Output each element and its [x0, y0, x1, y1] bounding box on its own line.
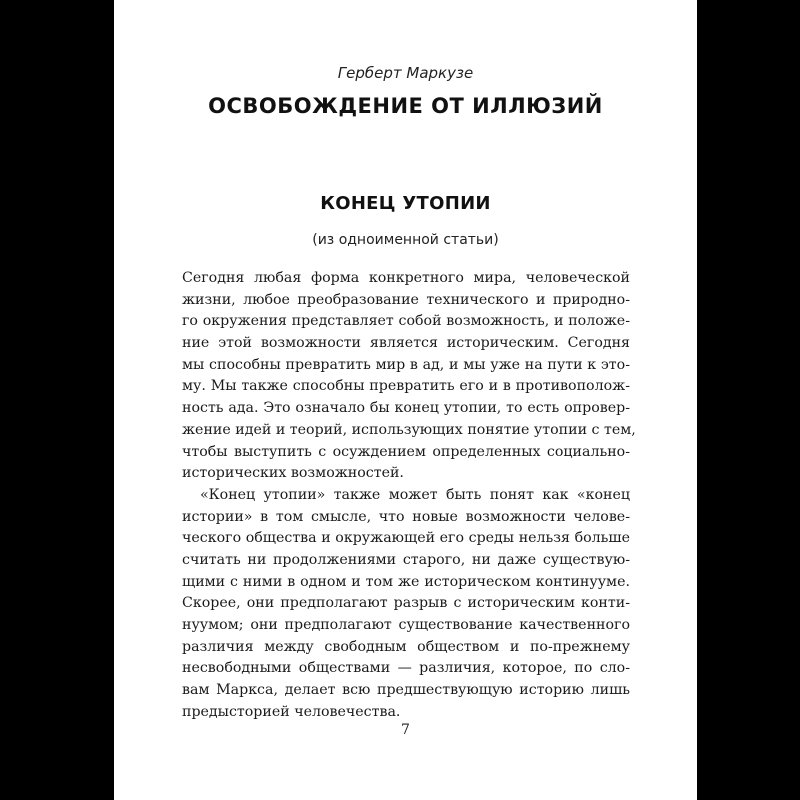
text-line: ность ада. Это означало бы конец утопии, то есть опровер- [182, 400, 630, 417]
text-line: вам Маркса, делает всю предшествующую историю лишь [182, 682, 630, 699]
author-name: Герберт Маркузе [337, 64, 474, 82]
text-line: «Конец утопии» также может быть понят как «конец [200, 486, 630, 503]
text-line: Скорее, они предполагают разрыв с историческим конти- [182, 595, 630, 612]
text-line: исторических возможностей. [182, 465, 404, 482]
page-number: 7 [401, 722, 410, 738]
text-line: считать ни продолжениями старого, ни даже существую- [182, 551, 630, 568]
text-line: несвободными обществами — различия, которое, по сло- [182, 660, 630, 677]
text-line: жизни, любое преобразование технического и природно- [182, 291, 630, 308]
text-line: жение идей и теорий, использующих понятие утопии с тем, [182, 421, 636, 438]
text-line: чтобы выступить с осуждением определенных социально- [182, 443, 630, 460]
text-line: нуумом; они предполагают существование качественного [182, 617, 630, 633]
text-line: истории» в том смысле, что новые возможности челове- [182, 508, 630, 525]
text-line: предысторией человечества. [182, 703, 401, 720]
text-line: мы способны превратить мир в ад, и мы уже на пути к это- [182, 356, 630, 373]
text-line: ние этой возможности является историческим. Сегодня [182, 335, 630, 352]
text-line: различия между свободным обществом и по-прежнему [182, 638, 630, 655]
text-line: го окружения представляет собой возможность, и положе- [182, 313, 630, 330]
chapter-subtitle: (из одноименной статьи) [312, 232, 499, 248]
left-border [0, 0, 114, 800]
body-text [182, 268, 636, 723]
book-title: ОСВОБОЖДЕНИЕ ОТ ИЛЛЮЗИЙ [208, 94, 603, 118]
text-line: Сегодня любая форма конкретного мира, человеческой [182, 270, 630, 286]
book-page [114, 0, 697, 800]
text-line: му. Мы также способны превратить его и в противополож- [182, 378, 630, 395]
chapter-title: КОНЕЦ УТОПИИ [320, 193, 491, 214]
text-line: щими с ними в одном и том же историческом континууме. [182, 573, 630, 590]
right-border [697, 0, 800, 800]
text-line: ческого общества и окружающей его среды нельзя больше [182, 530, 630, 547]
